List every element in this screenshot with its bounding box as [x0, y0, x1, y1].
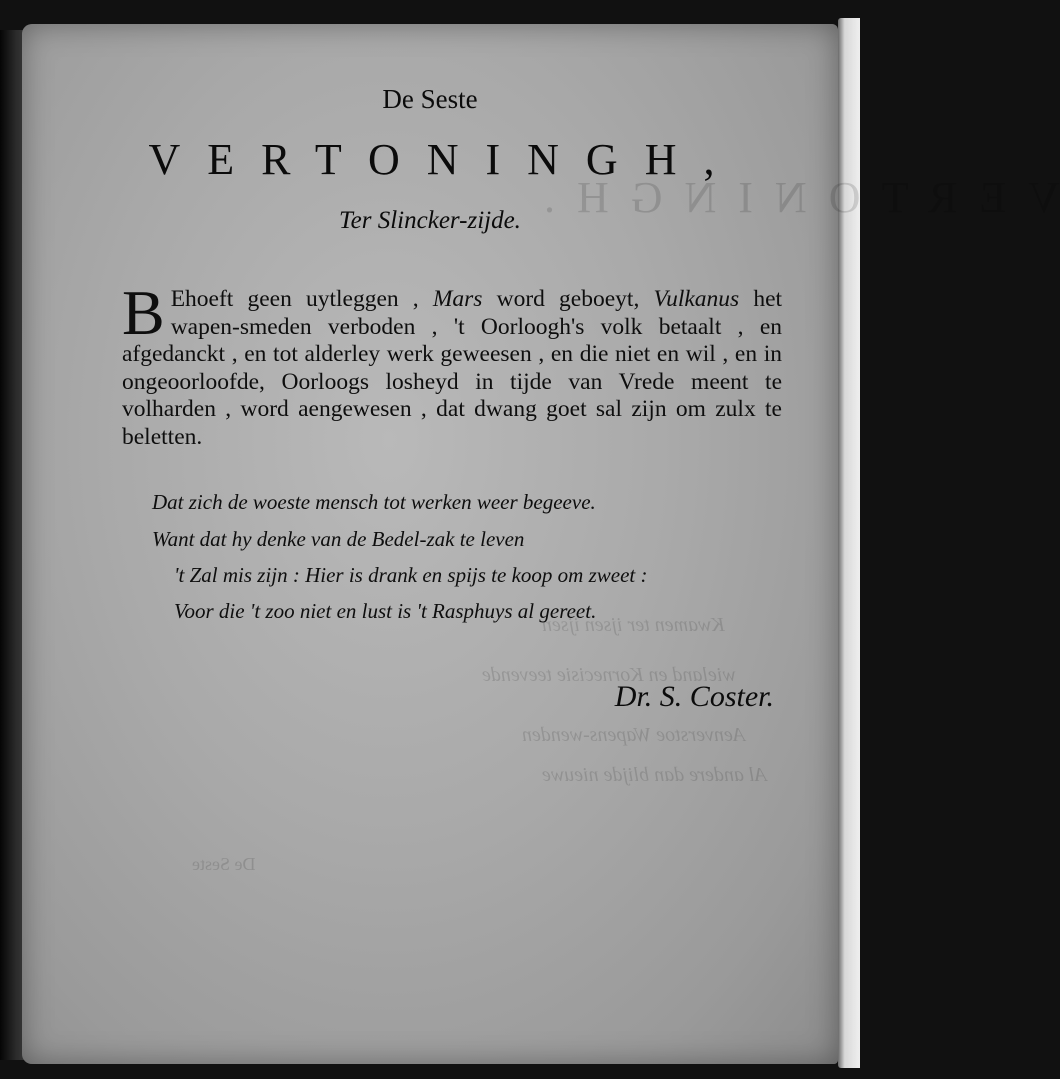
verse-line: 't Zal mis zijn : Hier is drank en spijs te koop om zweet :: [174, 563, 648, 587]
book-page: [22, 24, 1060, 1064]
show-through-line: Aenverstoe Wapens-wenden: [522, 724, 746, 746]
page-subtitle: Ter Slincker-zijde.: [339, 207, 521, 234]
paragraph-middle: word geboeyt,: [496, 286, 640, 312]
verse-line: Dat zich de woeste mensch tot werken weer begeeve.: [152, 490, 596, 514]
name-vulkanus: Vulkanus: [653, 286, 740, 312]
name-mars: Mars: [432, 286, 483, 312]
verse-line: Want dat hy denke van de Bedel-zak te leven: [152, 527, 525, 551]
show-through-title: VERTONINGH.: [522, 173, 1060, 222]
paragraph-rest: het wapen-smeden verboden , 't Oorloogh's volk betaalt , en afgedanckt , en tot alderley werk geweesen , en die niet en wil , en in ongeoorloofde, Oorloogs losheyd in tijde van Vrede meent te volharden , word aengewesen , dat dwang goet sal zijn om zulx te beletten.: [122, 286, 783, 450]
show-through-line: Kwamen ter ijsen ijsen: [542, 614, 725, 636]
page-title: VERTONINGH,: [148, 135, 742, 184]
show-through-line: wieland en Kornecisie teevende: [482, 664, 736, 686]
author-signature: Dr. S. Coster.: [614, 680, 774, 713]
drop-cap: B: [122, 277, 165, 348]
verse-line: Voor die 't zoo niet en lust is 't Rasphuys al gereet.: [174, 599, 597, 623]
page-heading: De Seste: [382, 84, 478, 114]
show-through-line: Al andere dan blijde nieuwe: [542, 764, 767, 786]
body-paragraph: [122, 277, 783, 451]
paragraph-lead: Ehoeft geen uytleggen ,: [170, 286, 419, 312]
show-through-catchword: De Seste: [192, 854, 256, 874]
